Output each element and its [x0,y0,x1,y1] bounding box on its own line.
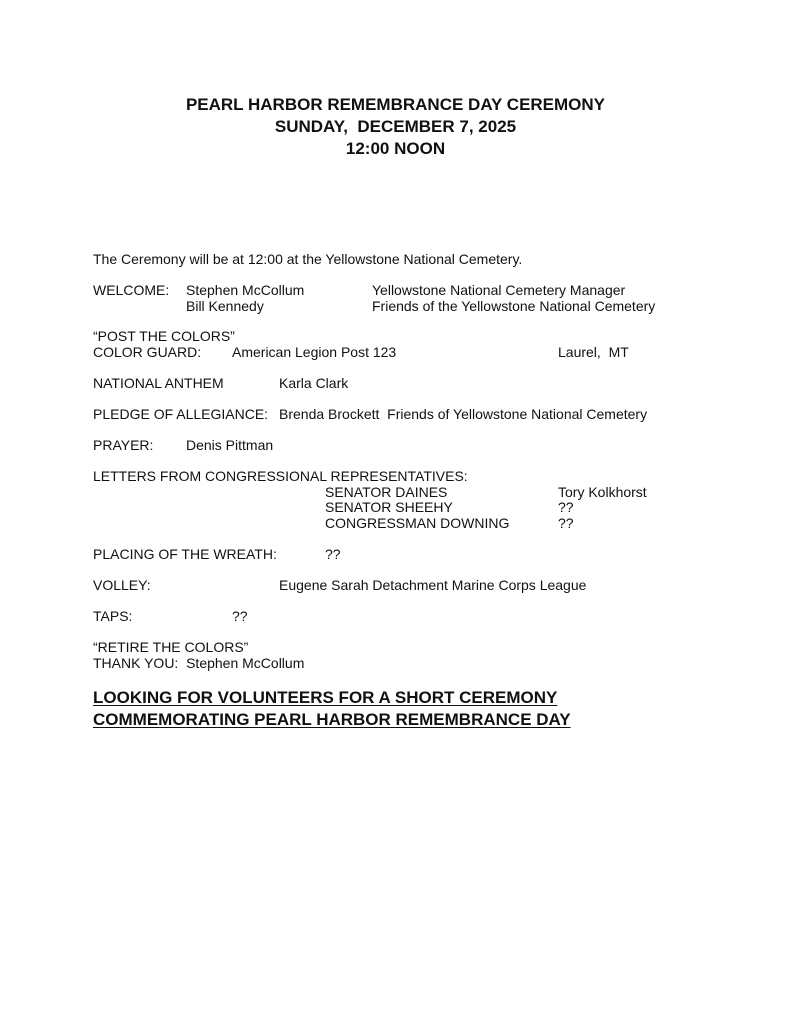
post-colors-heading: “POST THE COLORS” [93,328,235,344]
wreath-person: ?? [325,546,341,562]
welcome-speaker-title: Friends of the Yellowstone National Cemetery [372,298,656,314]
welcome-label: WELCOME: [93,282,170,298]
letters-reader: ?? [558,499,574,515]
wreath-label: PLACING OF THE WREATH: [93,546,277,562]
letters-office: SENATOR SHEEHY [325,499,453,515]
event-date: SUNDAY, DECEMBER 7, 2025 [274,117,517,136]
event-title: PEARL HARBOR REMEMBRANCE DAY CEREMONY [185,95,606,114]
volunteer-call-line2: COMMEMORATING PEARL HARBOR REMEMBRANCE DAY [93,710,571,729]
color-guard-location: Laurel, MT [558,344,629,360]
prayer-label: PRAYER: [93,437,154,453]
anthem-label: NATIONAL ANTHEM [93,375,224,391]
taps-person: ?? [232,608,248,624]
anthem-performer: Karla Clark [279,375,349,391]
welcome-speaker-name: Stephen McCollum [186,282,305,298]
pledge-leader: Brenda Brockett Friends of Yellowstone National Cemetery [279,406,648,422]
thank-you-line: THANK YOU: Stephen McCollum [93,655,305,671]
prayer-leader: Denis Pittman [186,437,274,453]
volley-group: Eugene Sarah Detachment Marine Corps League [279,577,587,593]
volley-label: VOLLEY: [93,577,151,593]
welcome-speaker-title: Yellowstone National Cemetery Manager [372,282,626,298]
event-time: 12:00 NOON [345,139,446,158]
pledge-label: PLEDGE OF ALLEGIANCE: [93,406,269,422]
letters-reader: Tory Kolkhorst [558,484,647,500]
color-guard-group: American Legion Post 123 [232,344,397,360]
program-header [0,94,791,160]
letters-office: SENATOR DAINES [325,484,448,500]
volunteer-call-line1: LOOKING FOR VOLUNTEERS FOR A SHORT CEREMONY [93,688,558,707]
retire-colors-heading: “RETIRE THE COLORS” [93,639,249,655]
letters-label: LETTERS FROM CONGRESSIONAL REPRESENTATIVES: [93,468,468,484]
intro-text: The Ceremony will be at 12:00 at the Yellowstone National Cemetery. [93,251,523,267]
color-guard-label: COLOR GUARD: [93,344,202,360]
taps-label: TAPS: [93,608,133,624]
letters-office: CONGRESSMAN DOWNING [325,515,510,531]
letters-reader: ?? [558,515,574,531]
welcome-speaker-name: Bill Kennedy [186,298,264,314]
